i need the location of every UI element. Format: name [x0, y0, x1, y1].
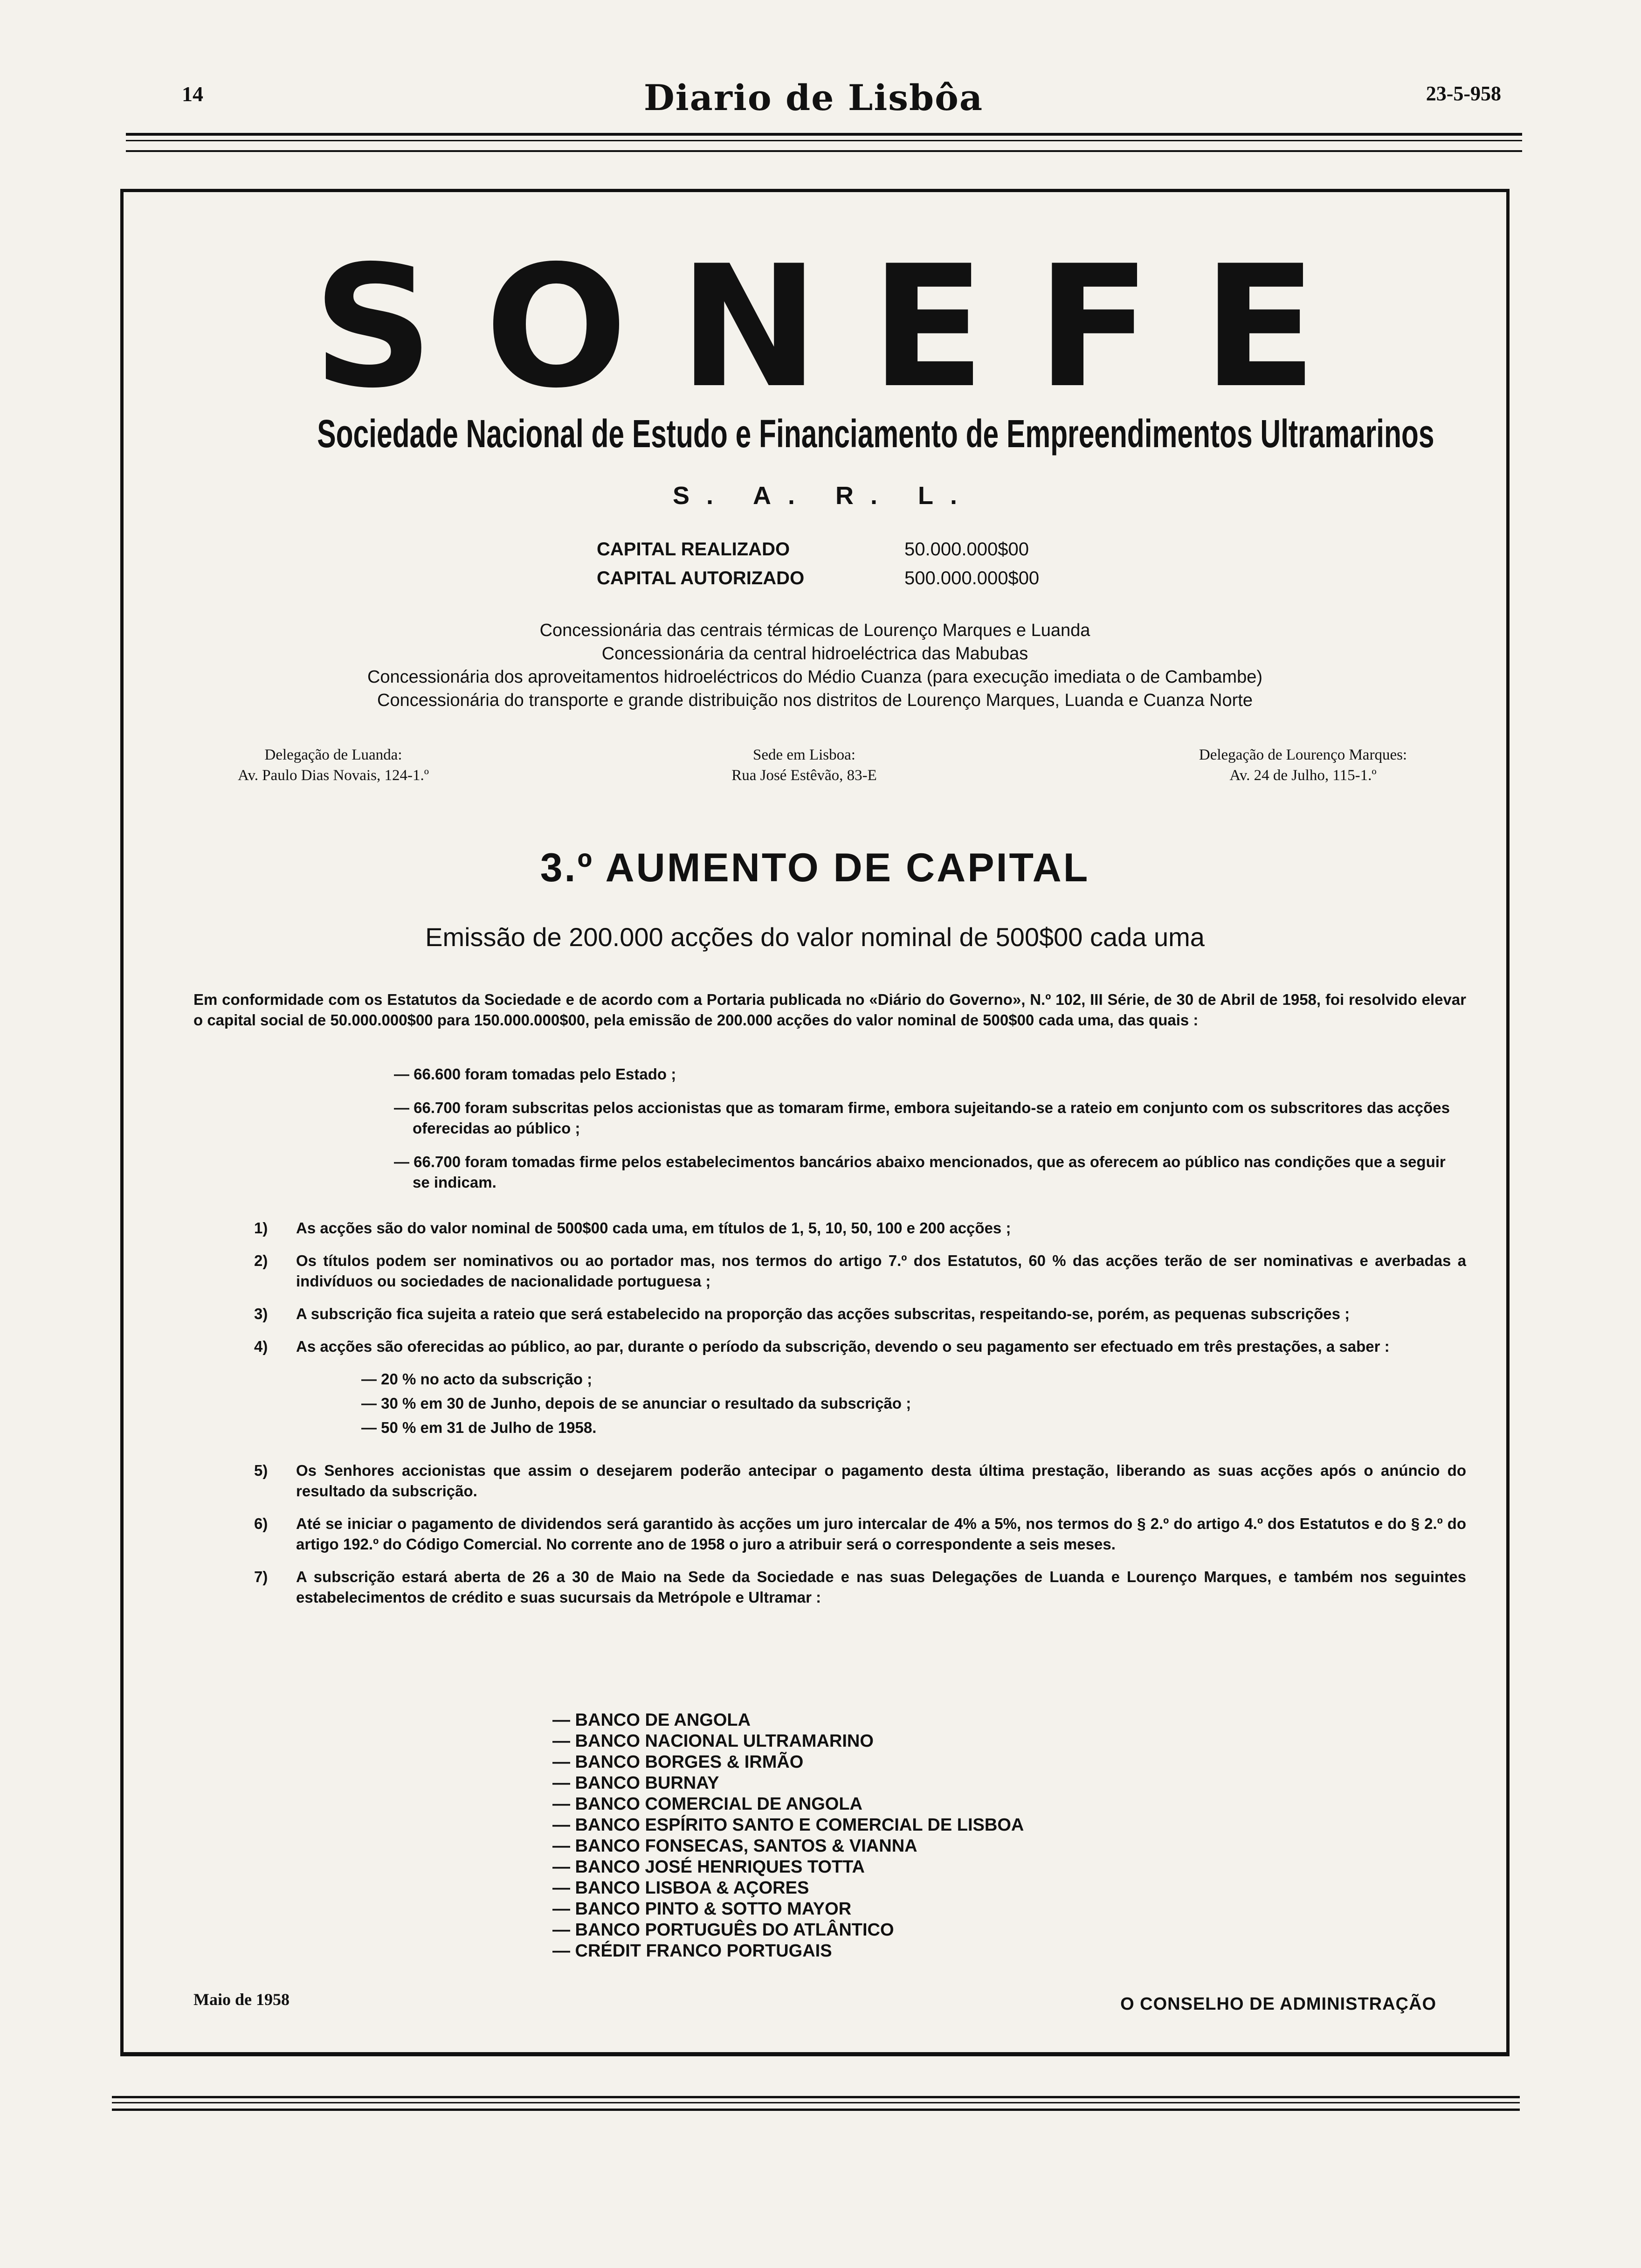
condition-number: 7) — [254, 1568, 268, 1585]
bank-item: — BANCO DE ANGOLA — [552, 1710, 751, 1730]
bank-item: — BANCO COMERCIAL DE ANGOLA — [552, 1794, 862, 1814]
condition-item — [254, 1304, 1466, 1324]
concession-line: Concessionária da central hidroeléctrica das Mabubas — [601, 644, 1028, 664]
address-title: Delegação de Luanda: — [264, 747, 402, 763]
condition-text: Os Senhores accionistas que assim o desejarem poderão antecipar o pagamento desta última prestação, liberando as suas acções após o anúncio do resultado da subscrição. — [296, 1462, 1466, 1500]
capital-table — [597, 535, 1110, 593]
condition-text — [296, 1336, 1466, 1448]
condition-item — [254, 1251, 1466, 1292]
company-logo: SONEFE — [312, 229, 1369, 425]
capital-value: 500.000.000$00 — [904, 567, 1040, 588]
condition-item — [254, 1514, 1466, 1555]
concessions-list — [124, 619, 1506, 712]
capital-label: CAPITAL REALIZADO — [597, 539, 790, 560]
ad-subheading: Emissão de 200.000 acções do valor nominal de 500$00 cada uma — [425, 922, 1205, 952]
issue-date: 23-5-958 — [1426, 82, 1501, 105]
address-street: Av. Paulo Dias Novais, 124-1.º — [238, 767, 429, 784]
condition-item — [254, 1567, 1466, 1608]
newspaper-masthead: Diario de Lisbôa — [643, 77, 984, 118]
header-rule-bottom — [126, 150, 1522, 152]
bank-item: — BANCO LISBOA & AÇORES — [552, 1878, 809, 1898]
condition-number: 2) — [254, 1252, 268, 1269]
condition-item — [254, 1460, 1466, 1501]
condition-number: 6) — [254, 1515, 268, 1532]
condition-text-body: As acções são oferecidas ao público, ao par, durante o período da subscrição, devendo o seu pagamento ser efectuado em três prestações, a saber : — [296, 1338, 1390, 1355]
condition-number: 3) — [254, 1305, 268, 1322]
advertisement — [120, 189, 1510, 2056]
capital-value: 50.000.000$00 — [904, 539, 1029, 560]
condition-item — [254, 1218, 1466, 1238]
bank-item: — CRÉDIT FRANCO PORTUGAIS — [552, 1941, 832, 1961]
condition-text: Os títulos podem ser nominativos ou ao portador mas, nos termos do artigo 7.º dos Estatutos, 60 % das acções terão de ser nominativas e averbadas a indivíduos ou sociedades de nacionalidade portuguesa ; — [296, 1252, 1466, 1290]
allocation-list — [394, 1064, 1466, 1206]
header-rule-thin — [126, 140, 1522, 141]
instalment-item: — 50 % em 31 de Julho de 1958. — [361, 1419, 597, 1436]
footer-rule-thin — [112, 2102, 1520, 2103]
concession-line: Concessionária dos aproveitamentos hidroeléctricos do Médio Cuanza (para execução imediata o de Cambambe) — [367, 667, 1263, 687]
address-luanda — [165, 745, 501, 786]
running-head — [126, 77, 1501, 124]
condition-text: As acções são do valor nominal de 500$00 cada uma, em títulos de 1, 5, 10, 50, 100 e 200 acções ; — [296, 1219, 1011, 1237]
instalment-list — [361, 1369, 1466, 1442]
concession-line: Concessionária das centrais térmicas de Lourenço Marques e Luanda — [539, 621, 1090, 640]
condition-item — [254, 1336, 1466, 1448]
condition-number: 4) — [254, 1338, 268, 1355]
bank-item: — BANCO PINTO & SOTTO MAYOR — [552, 1899, 852, 1919]
bank-item: — BANCO ESPÍRITO SANTO E COMERCIAL DE LISBOA — [552, 1815, 1024, 1835]
intro-paragraph: Em conformidade com os Estatutos da Sociedade e de acordo com a Portaria publicada no «Diário do Governo», N.º 102, III Série, de 30 de Abril de 1958, foi resolvido elevar o capital social de 50.000.000$00 para 150.000.000$00, pela emissão de 200.000 acções do valor nominal de 500$00 cada uma, das quais : — [193, 991, 1466, 1029]
allocation-item: — 66.600 foram tomadas pelo Estado ; — [394, 1065, 676, 1083]
condition-number: 1) — [254, 1219, 268, 1237]
page-number: 14 — [182, 82, 203, 106]
bank-list — [552, 1710, 1024, 1962]
conditions-list — [254, 1218, 1466, 1620]
allocation-item: — 66.700 foram tomadas firme pelos estabelecimentos bancários abaixo mencionados, que as oferecem ao público nas condições que a seguir se indicam. — [394, 1153, 1446, 1191]
company-type: S. A. R. L. — [672, 482, 974, 510]
allocation-item: — 66.700 foram subscritas pelos accionistas que as tomaram firme, embora sujeitando-se a rateio em conjunto com os subscritores das acções oferecidas ao público ; — [394, 1099, 1450, 1137]
footer-rule — [112, 2096, 1520, 2098]
ad-date: Maio de 1958 — [193, 1990, 290, 2009]
address-title: Sede em Lisboa: — [753, 747, 855, 763]
bank-item: — BANCO BORGES & IRMÃO — [552, 1752, 804, 1772]
bank-item: — BANCO BURNAY — [552, 1773, 719, 1793]
instalment-item: — 30 % em 30 de Junho, depois de se anunciar o resultado da subscrição ; — [361, 1395, 911, 1412]
bank-item: — BANCO PORTUGUÊS DO ATLÂNTICO — [552, 1920, 894, 1940]
condition-text: A subscrição fica sujeita a rateio que será estabelecido na proporção das acções subscritas, respeitando-se, porém, as pequenas subscrições ; — [296, 1305, 1350, 1322]
company-name: Sociedade Nacional de Estudo e Financiamento de Empreendimentos Ultramarinos — [317, 412, 1434, 456]
capital-label: CAPITAL AUTORIZADO — [597, 567, 805, 588]
capital-row — [597, 535, 1110, 564]
address-street: Av. 24 de Julho, 115-1.º — [1229, 767, 1377, 784]
capital-row — [597, 564, 1110, 593]
ad-heading: 3.º AUMENTO DE CAPITAL — [540, 845, 1090, 890]
bank-item: — BANCO JOSÉ HENRIQUES TOTTA — [552, 1857, 865, 1877]
bank-item: — BANCO FONSECAS, SANTOS & VIANNA — [552, 1836, 917, 1856]
condition-text: Até se iniciar o pagamento de dividendos será garantido às acções um juro intercalar de 4% a 5%, nos termos do § 2.º do artigo 4.º dos Estatutos e do § 2.º do artigo 192.º do Código Comercial. No corrente ano de 1958 o juro a atribuir será o correspondente a seis meses. — [296, 1515, 1466, 1553]
condition-number: 5) — [254, 1462, 268, 1479]
bank-item: — BANCO NACIONAL ULTRAMARINO — [552, 1731, 874, 1751]
footer-rule-bottom — [112, 2109, 1520, 2111]
address-street: Rua José Estêvão, 83-E — [731, 767, 877, 784]
ad-signature: O CONSELHO DE ADMINISTRAÇÃO — [1120, 1994, 1436, 2014]
concession-line: Concessionária do transporte e grande distribuição nos distritos de Lourenço Marques, Luanda e Cuanza Norte — [377, 691, 1253, 710]
address-title: Delegação de Lourenço Marques: — [1199, 747, 1407, 763]
address-lourenco-marques — [1135, 745, 1471, 786]
instalment-item: — 20 % no acto da subscrição ; — [361, 1370, 593, 1388]
address-lisboa — [636, 745, 972, 786]
header-rule — [126, 133, 1522, 136]
condition-text: A subscrição estará aberta de 26 a 30 de Maio na Sede da Sociedade e nas suas Delegações de Luanda e Lourenço Marques, e também nos seguintes estabelecimentos de crédito e suas sucursais da Metrópole e Ultramar : — [296, 1568, 1466, 1606]
